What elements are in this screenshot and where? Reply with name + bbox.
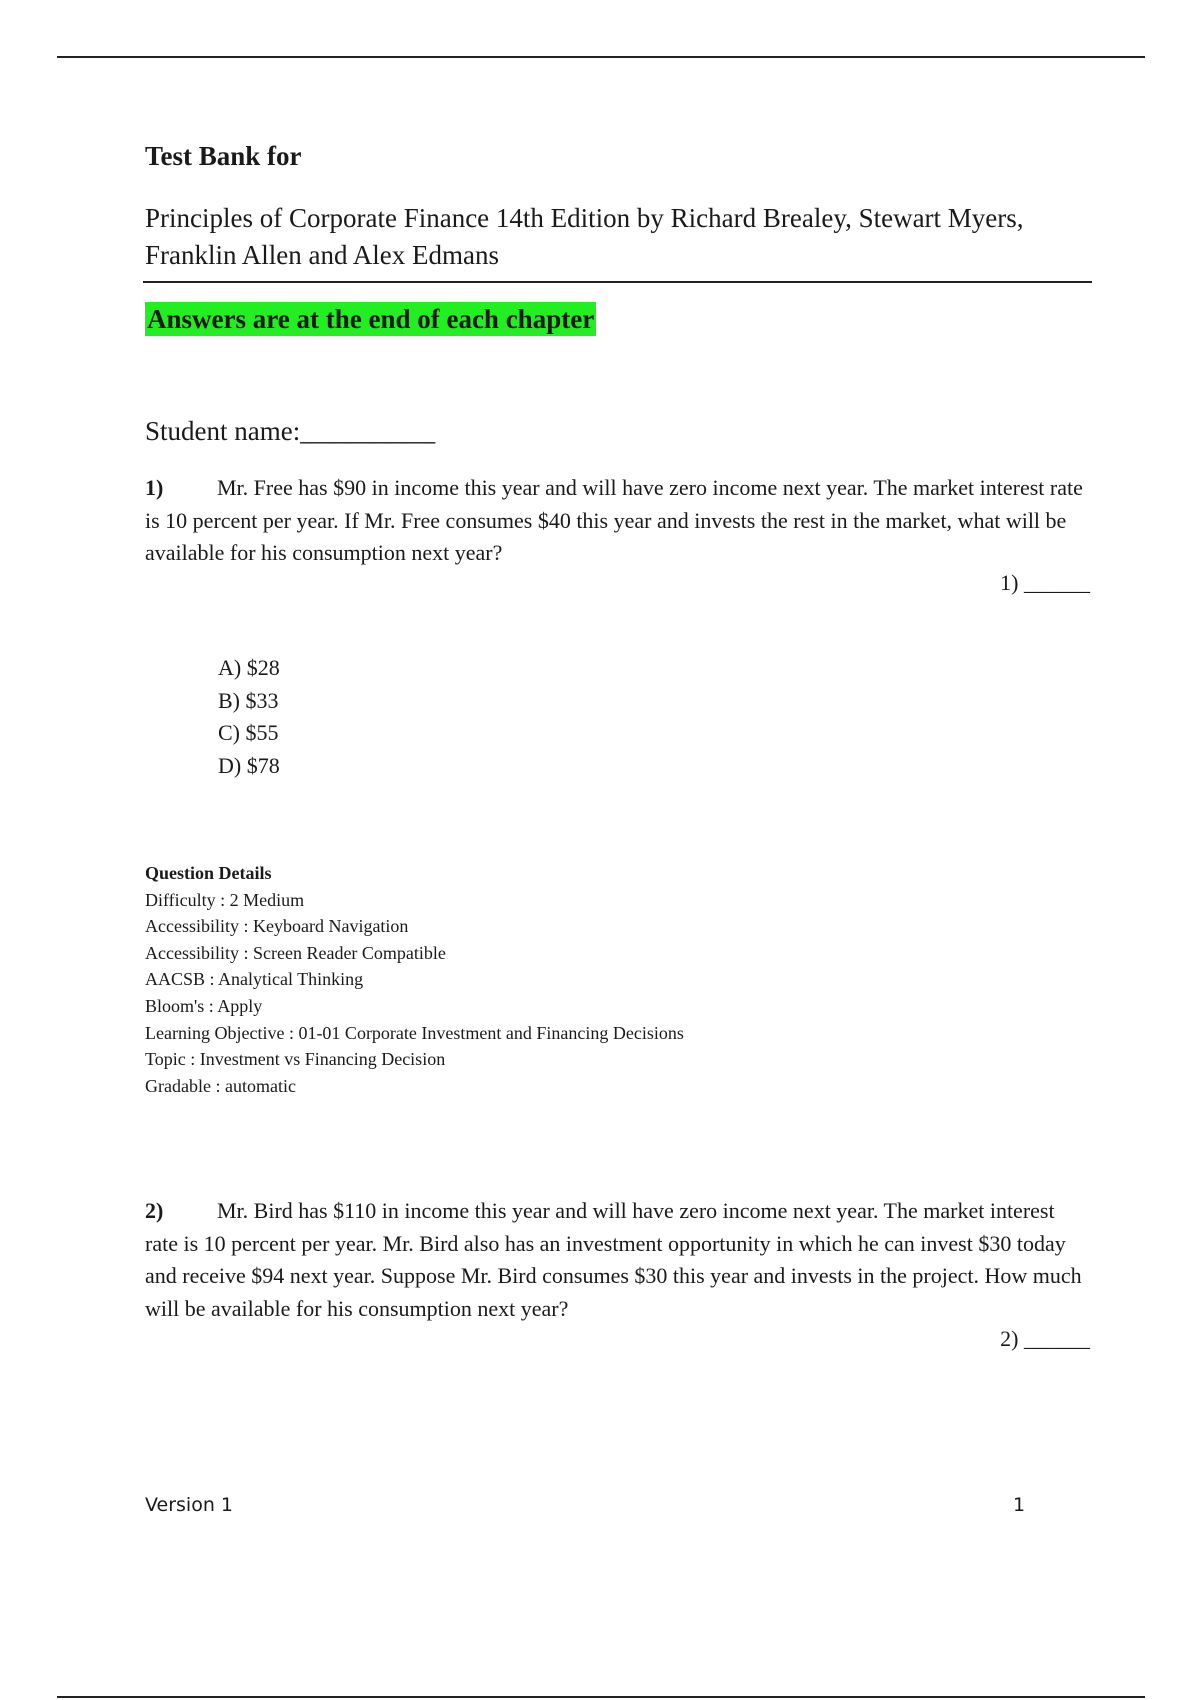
question-2-number: 2) bbox=[145, 1198, 164, 1223]
footer-version: Version 1 bbox=[145, 1494, 233, 1516]
title-divider bbox=[143, 281, 1092, 283]
question-2 bbox=[145, 1195, 1090, 1325]
detail-gradable: Gradable : automatic bbox=[145, 1075, 296, 1096]
detail-accessibility-keyboard: Accessibility : Keyboard Navigation bbox=[145, 916, 409, 937]
book-title: Principles of Corporate Finance 14th Edition by Richard Brealey, Stewart Myers, Franklin Allen and Alex Edmans bbox=[145, 203, 1024, 270]
bottom-rule bbox=[57, 1696, 1145, 1698]
choice-d: D) $78 bbox=[218, 752, 280, 778]
answers-notice: Answers are at the end of each chapter bbox=[147, 304, 595, 334]
choice-b: B) $33 bbox=[218, 687, 279, 713]
detail-learning-objective: Learning Objective : 01-01 Corporate Investment and Financing Decisions bbox=[145, 1022, 684, 1043]
footer-page-number: 1 bbox=[1013, 1494, 1026, 1516]
detail-aacsb: AACSB : Analytical Thinking bbox=[145, 969, 364, 990]
detail-blooms: Bloom's : Apply bbox=[145, 995, 263, 1016]
detail-difficulty: Difficulty : 2 Medium bbox=[145, 889, 305, 910]
details-heading: Question Details bbox=[145, 863, 272, 883]
question-1-details bbox=[145, 860, 684, 1099]
top-rule bbox=[57, 56, 1145, 58]
choice-c: C) $55 bbox=[218, 720, 279, 745]
question-1-text: Mr. Free has $90 in income this year and will have zero income next year. The market interest rate is 10 percent per year. If Mr. Free consumes $40 this year and invests the rest in the market, what will be available for his consumption next year? bbox=[145, 475, 1083, 565]
question-1-number: 1) bbox=[145, 475, 164, 500]
question-2-text: Mr. Bird has $110 in income this year and will have zero income next year. The market interest rate is 10 percent per year. Mr. Bird also has an investment opportunity in which he can invest $30 today and receive $94 next year. Suppose Mr. Bird consumes $30 this year and invests in the project. How much will be available for his consumption next year? bbox=[145, 1198, 1082, 1321]
student-name-field: Student name:__________ bbox=[145, 416, 436, 446]
question-2-answer-blank: 2) ______ bbox=[1000, 1326, 1090, 1351]
question-1 bbox=[145, 472, 1090, 570]
question-1-answer-blank: 1) ______ bbox=[1000, 570, 1090, 595]
document-title: Test Bank for bbox=[145, 141, 302, 171]
choice-a: A) $28 bbox=[218, 655, 280, 680]
detail-topic: Topic : Investment vs Financing Decision bbox=[145, 1049, 446, 1070]
question-1-choices bbox=[218, 652, 280, 782]
detail-accessibility-screen-reader: Accessibility : Screen Reader Compatible bbox=[145, 942, 446, 963]
